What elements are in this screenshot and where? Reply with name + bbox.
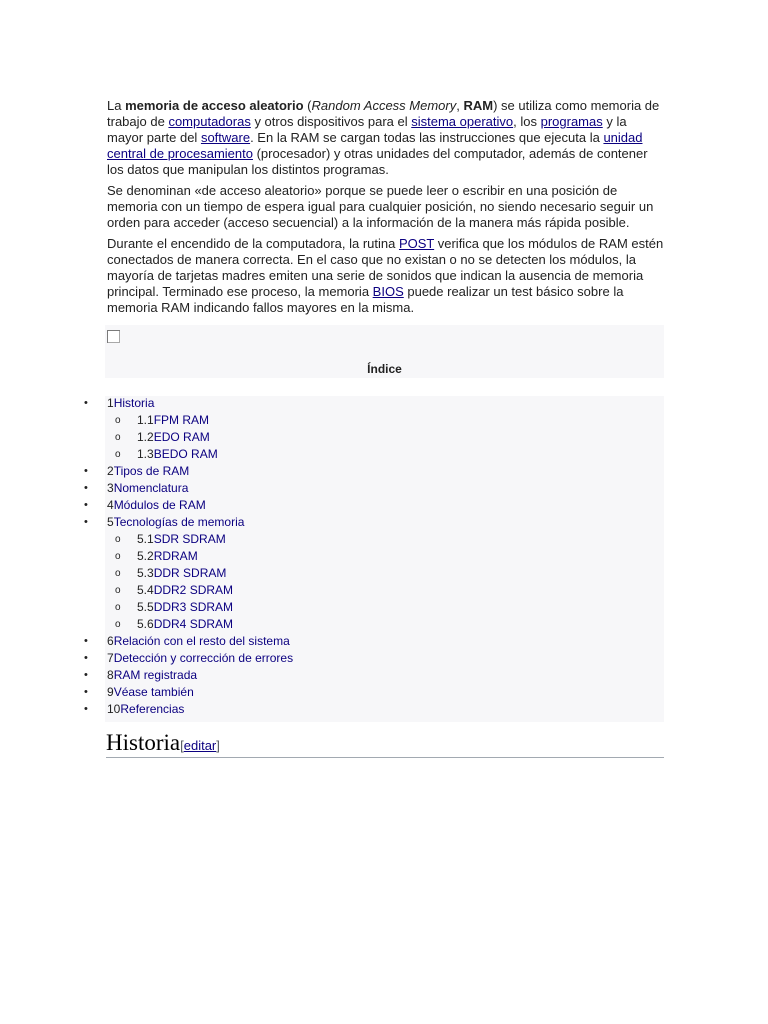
circle-bullet-icon: o bbox=[115, 585, 121, 596]
intro-paragraph-3 bbox=[107, 236, 664, 316]
toc-item-text[interactable] bbox=[137, 565, 226, 582]
toc-item[interactable] bbox=[0, 429, 768, 446]
bullet-icon: • bbox=[84, 465, 88, 477]
toc-number: 1 bbox=[107, 396, 114, 410]
toc-label[interactable]: EDO RAM bbox=[153, 430, 210, 444]
toc-header bbox=[105, 325, 664, 378]
toc-item-text[interactable] bbox=[107, 395, 154, 412]
edit-link[interactable]: editar bbox=[183, 738, 217, 753]
toc-item-text[interactable] bbox=[137, 599, 233, 616]
toc-item[interactable] bbox=[0, 616, 768, 633]
toc-item[interactable] bbox=[0, 395, 768, 412]
text-run: Durante el encendido de la computadora, la rutina bbox=[107, 236, 399, 251]
article-link[interactable]: software bbox=[200, 130, 251, 145]
toc-number: 5.2 bbox=[137, 549, 154, 563]
article-link[interactable]: POST bbox=[398, 236, 435, 251]
toc-item[interactable] bbox=[0, 667, 768, 684]
article-intro bbox=[107, 98, 664, 321]
toc-title: Índice bbox=[367, 362, 402, 376]
bullet-icon: • bbox=[84, 635, 88, 647]
circle-bullet-icon: o bbox=[115, 551, 121, 562]
toc-item-text[interactable] bbox=[137, 531, 226, 548]
toc-label[interactable]: Módulos de RAM bbox=[113, 498, 206, 512]
toc-number: 9 bbox=[107, 685, 114, 699]
toc-item[interactable] bbox=[0, 684, 768, 701]
toc-label[interactable]: Referencias bbox=[120, 702, 185, 716]
toc-item[interactable] bbox=[0, 514, 768, 531]
toc-label[interactable]: Nomenclatura bbox=[113, 481, 189, 495]
toc-item-text[interactable] bbox=[137, 616, 233, 633]
toc-number: 1.3 bbox=[137, 447, 154, 461]
toc-number: 8 bbox=[107, 668, 114, 682]
text-run: , los bbox=[513, 114, 541, 129]
intro-paragraph-1 bbox=[107, 98, 664, 178]
toc-label[interactable]: Relación con el resto del sistema bbox=[113, 634, 290, 648]
toc-item[interactable] bbox=[0, 412, 768, 429]
toc-item-text[interactable] bbox=[137, 429, 210, 446]
toc-item[interactable] bbox=[0, 497, 768, 514]
toc-number: 10 bbox=[107, 702, 121, 716]
bullet-icon: • bbox=[84, 516, 88, 528]
circle-bullet-icon: o bbox=[115, 568, 121, 579]
toc-label[interactable]: SDR SDRAM bbox=[153, 532, 226, 546]
text-run: memoria de acceso aleatorio bbox=[125, 98, 304, 113]
toc-toggle-checkbox[interactable] bbox=[107, 330, 120, 343]
circle-bullet-icon: o bbox=[115, 602, 121, 613]
toc-item[interactable] bbox=[0, 446, 768, 463]
toc-item[interactable] bbox=[0, 548, 768, 565]
toc-label[interactable]: DDR SDRAM bbox=[153, 566, 227, 580]
text-run: (procesador) y otras unidades del computador, además de contener los datos que manipulan los distintos programas. bbox=[107, 146, 648, 177]
article-link[interactable]: programas bbox=[540, 114, 603, 129]
toc-item[interactable] bbox=[0, 480, 768, 497]
circle-bullet-icon: o bbox=[115, 449, 121, 460]
toc-item[interactable] bbox=[0, 582, 768, 599]
section-heading bbox=[106, 729, 664, 758]
toc-item-text[interactable] bbox=[107, 684, 194, 701]
text-run: puede realizar un test básico sobre la memoria RAM indicando fallos mayores en la misma. bbox=[107, 284, 624, 315]
text-run: ( bbox=[303, 98, 312, 113]
toc-number: 4 bbox=[107, 498, 114, 512]
toc-number: 5.4 bbox=[137, 583, 154, 597]
toc-item-text[interactable] bbox=[107, 463, 189, 480]
toc-label[interactable]: Véase también bbox=[113, 685, 194, 699]
text-run: La bbox=[107, 98, 126, 113]
toc-number: 7 bbox=[107, 651, 114, 665]
circle-bullet-icon: o bbox=[115, 619, 121, 630]
toc-item-text[interactable] bbox=[107, 633, 290, 650]
toc-number: 1.1 bbox=[137, 413, 154, 427]
toc-number: 5.1 bbox=[137, 532, 154, 546]
toc-item[interactable] bbox=[0, 650, 768, 667]
text-run: y la mayor parte del bbox=[107, 114, 627, 145]
toc-label[interactable]: Tipos de RAM bbox=[113, 464, 190, 478]
bullet-icon: • bbox=[84, 669, 88, 681]
toc-item[interactable] bbox=[0, 599, 768, 616]
text-run: Random Access Memory bbox=[311, 98, 457, 113]
toc-number: 3 bbox=[107, 481, 114, 495]
edit-bracket-open: [ bbox=[180, 738, 184, 753]
toc-number: 6 bbox=[107, 634, 114, 648]
bullet-icon: • bbox=[84, 499, 88, 511]
edit-section bbox=[180, 738, 220, 753]
toc-item-text[interactable] bbox=[107, 701, 184, 718]
toc-number: 5.3 bbox=[137, 566, 154, 580]
toc-item[interactable] bbox=[0, 463, 768, 480]
toc-number: 5.5 bbox=[137, 600, 154, 614]
toc-label[interactable]: DDR2 SDRAM bbox=[153, 583, 234, 597]
text-run: RAM bbox=[463, 98, 494, 113]
toc-label[interactable]: FPM RAM bbox=[153, 413, 210, 427]
article-link[interactable]: computadoras bbox=[168, 114, 251, 129]
bullet-icon: • bbox=[84, 482, 88, 494]
toc-item-text[interactable] bbox=[107, 497, 206, 514]
text-run: Se denominan «de acceso aleatorio» porque se puede leer o escribir en una posición de memoria con un tiempo de espera igual para cualquier posición, no siendo necesario seguir un orden para acceder (acceso secuencial) a la información de la manera más rápida posible. bbox=[107, 183, 654, 230]
circle-bullet-icon: o bbox=[115, 415, 121, 426]
toc-number: 2 bbox=[107, 464, 114, 478]
toc-item-text[interactable] bbox=[137, 582, 233, 599]
bullet-icon: • bbox=[84, 703, 88, 715]
text-run: verifica que los módulos de RAM estén conectados de manera correcta. En el caso que no existan o no se detecten los módulos, la mayoría de tarjetas madres emiten una serie de sonidos que indican la ausencia de memoria principal. Terminado ese proceso, la memoria bbox=[107, 236, 664, 299]
toc-label[interactable]: DDR4 SDRAM bbox=[153, 617, 234, 631]
toc-number: 1.2 bbox=[137, 430, 154, 444]
text-run: ) se utiliza como memoria de trabajo de bbox=[107, 98, 660, 129]
toc-number: 5.6 bbox=[137, 617, 154, 631]
toc-label[interactable]: Tecnologías de memoria bbox=[113, 515, 245, 529]
toc-label[interactable]: BEDO RAM bbox=[153, 447, 218, 461]
intro-paragraph-2 bbox=[107, 183, 664, 231]
bullet-icon: • bbox=[84, 397, 88, 409]
article-link[interactable]: unidad central de procesamiento bbox=[107, 130, 643, 161]
toc-label[interactable]: DDR3 SDRAM bbox=[153, 600, 234, 614]
text-run: y otros dispositivos para el bbox=[250, 114, 412, 129]
text-run: , bbox=[456, 98, 464, 113]
bullet-icon: • bbox=[84, 652, 88, 664]
toc-item[interactable] bbox=[0, 701, 768, 718]
article-link[interactable]: sistema operativo bbox=[411, 114, 514, 129]
toc-item-text[interactable] bbox=[107, 650, 293, 667]
toc-item-text[interactable] bbox=[107, 514, 244, 531]
toc-item[interactable] bbox=[0, 531, 768, 548]
toc-item-text[interactable] bbox=[137, 412, 209, 429]
section-title: Historia bbox=[106, 730, 181, 755]
toc-item-text[interactable] bbox=[137, 446, 218, 463]
bullet-icon: • bbox=[84, 686, 88, 698]
edit-bracket-close: ] bbox=[216, 738, 220, 753]
toc-item[interactable] bbox=[0, 633, 768, 650]
circle-bullet-icon: o bbox=[115, 432, 121, 443]
toc-item-text[interactable] bbox=[137, 548, 198, 565]
text-run: . En la RAM se cargan todas las instrucciones que ejecuta la bbox=[250, 130, 604, 145]
circle-bullet-icon: o bbox=[115, 534, 121, 545]
toc-item-text[interactable] bbox=[107, 480, 188, 497]
article-link[interactable]: BIOS bbox=[372, 284, 404, 299]
toc-label[interactable]: Historia bbox=[113, 396, 155, 410]
toc-label[interactable]: Detección y corrección de errores bbox=[113, 651, 294, 665]
toc-item-text[interactable] bbox=[107, 667, 197, 684]
toc-number: 5 bbox=[107, 515, 114, 529]
toc-label[interactable]: RDRAM bbox=[153, 549, 198, 563]
toc-item[interactable] bbox=[0, 565, 768, 582]
toc-label[interactable]: RAM registrada bbox=[113, 668, 198, 682]
